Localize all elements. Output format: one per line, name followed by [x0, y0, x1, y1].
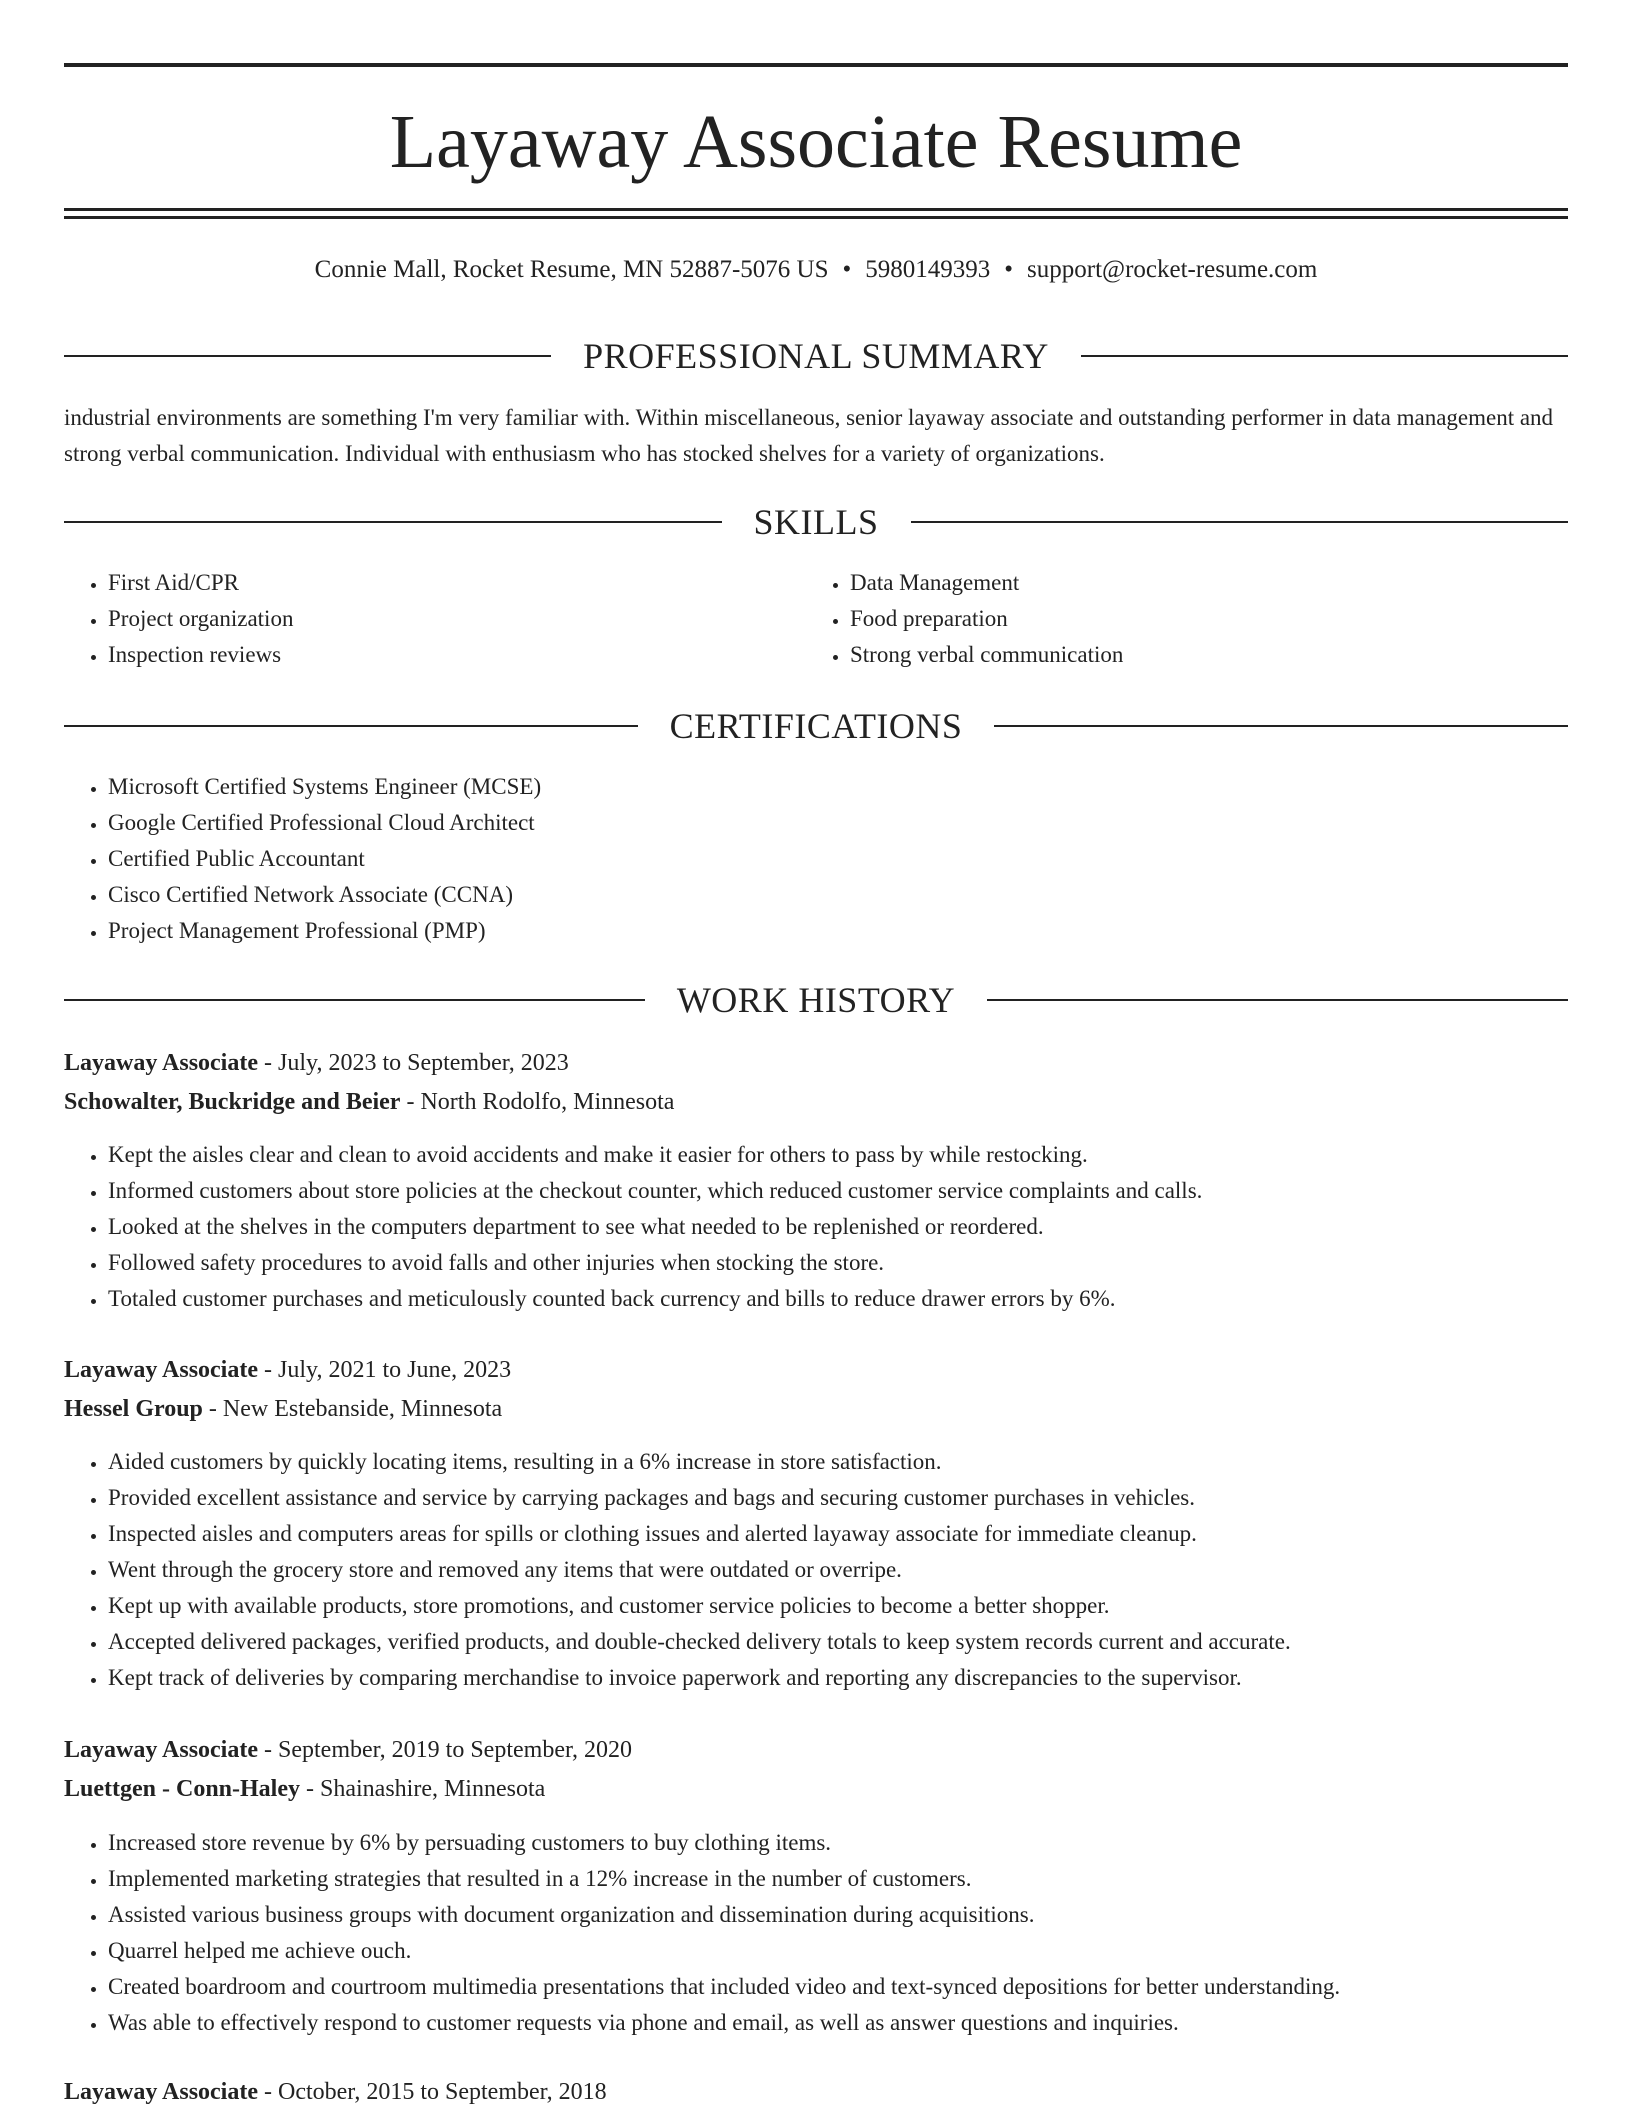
duty-item: • Increased store revenue by 6% by persuading customers to buy clothing items. — [108, 1825, 1340, 1861]
contact-phone: 5980149393 — [865, 256, 991, 283]
section-title: PROFESSIONAL SUMMARY — [583, 336, 1049, 376]
resume-title: Layaway Associate Resume — [389, 100, 1243, 184]
certification-item: • Google Certified Professional Cloud Architect — [108, 805, 541, 841]
duty-item: • Was able to effectively respond to customer requests via phone and email, as well as answer questions and inquiries. — [108, 2005, 1340, 2041]
section-title: SKILLS — [753, 502, 879, 542]
job-title: Layaway Associate — [64, 1737, 258, 1763]
summary-text: industrial environments are something I'm very familiar with. Within miscellaneous, senior layaway associate and outstanding performer in data management and strong verbal communication. Individual with enthusiasm who has stocked shelves for a variety of organizations. — [64, 405, 1554, 466]
section-title: CERTIFICATIONS — [669, 706, 963, 746]
job-dates: - October, 2015 to September, 2018 — [258, 2079, 607, 2105]
section-rule — [64, 355, 551, 357]
skill-item: • Strong verbal communication — [850, 637, 1123, 673]
section-rule — [64, 999, 645, 1001]
section-header-certifications — [64, 701, 1568, 751]
duty-item: • Aided customers by quickly locating items, resulting in a 6% increase in store satisfaction. — [108, 1444, 1291, 1480]
job-company-line — [64, 1390, 502, 1428]
certification-item: • Cisco Certified Network Associate (CCNA) — [108, 877, 541, 913]
duty-item: • Kept up with available products, store promotions, and customer service policies to become a better shopper. — [108, 1588, 1291, 1624]
section-rule — [1081, 355, 1568, 357]
skills-list-right — [806, 565, 1123, 673]
job-dates: - July, 2023 to September, 2023 — [258, 1050, 569, 1076]
section-rule — [64, 725, 638, 727]
duty-item: • Kept track of deliveries by comparing merchandise to invoice paperwork and reporting any discrepancies to the supervisor. — [108, 1660, 1291, 1696]
duty-item: • Went through the grocery store and removed any items that were outdated or overripe. — [108, 1552, 1291, 1588]
certification-item: • Microsoft Certified Systems Engineer (MCSE) — [108, 769, 541, 805]
skill-item: • Inspection reviews — [108, 637, 293, 673]
section-header-skills — [64, 497, 1568, 547]
duty-item: • Implemented marketing strategies that resulted in a 12% increase in the number of customers. — [108, 1861, 1340, 1897]
duty-item: • Accepted delivered packages, verified products, and double-checked delivery totals to keep system records current and accurate. — [108, 1624, 1291, 1660]
job-duties-list — [64, 1825, 1340, 2041]
job-company: Hessel Group — [64, 1396, 203, 1422]
job-dates: - September, 2019 to September, 2020 — [258, 1737, 633, 1763]
job-location: - New Estebanside, Minnesota — [202, 1396, 503, 1422]
job-duties-list — [64, 1444, 1291, 1696]
section-header-summary — [64, 331, 1568, 381]
duty-item: • Looked at the shelves in the computers department to see what needed to be replenished or reordered. — [108, 1209, 1202, 1245]
duty-item: • Provided excellent assistance and service by carrying packages and bags and securing customer purchases in vehicles. — [108, 1480, 1291, 1516]
job-company: Luettgen - Conn-Haley — [64, 1776, 300, 1802]
certifications-list — [64, 769, 541, 949]
skill-item: • Data Management — [850, 565, 1123, 601]
duty-item: • Assisted various business groups with document organization and dissemination during acquisitions. — [108, 1897, 1340, 1933]
contact-line — [64, 252, 1568, 288]
job-company-line — [64, 1083, 674, 1121]
contact-separator: • — [842, 256, 852, 283]
section-title: WORK HISTORY — [676, 980, 956, 1020]
section-rule — [911, 521, 1569, 523]
contact-address: Connie Mall, Rocket Resume, MN 52887-5076 US — [314, 256, 829, 283]
contact-separator: • — [1004, 256, 1014, 283]
certification-item: • Project Management Professional (PMP) — [108, 913, 541, 949]
job-location: - North Rodolfo, Minnesota — [400, 1089, 675, 1115]
duty-item: • Created boardroom and courtroom multimedia presentations that included video and text-synced depositions for better understanding. — [108, 1969, 1340, 2005]
job-dates: - July, 2021 to June, 2023 — [258, 1357, 512, 1383]
duty-item: • Informed customers about store policies at the checkout counter, which reduced customer service complaints and calls. — [108, 1173, 1202, 1209]
section-rule — [994, 725, 1568, 727]
duty-item: • Followed safety procedures to avoid falls and other injuries when stocking the store. — [108, 1245, 1202, 1281]
skill-item: • Food preparation — [850, 601, 1123, 637]
job-title-line — [64, 1731, 632, 1769]
job-duties-list — [64, 1137, 1202, 1317]
contact-email: support@rocket-resume.com — [1027, 256, 1318, 283]
skill-item: • Project organization — [108, 601, 293, 637]
skills-list-left — [64, 565, 293, 673]
section-header-work-history — [64, 975, 1568, 1025]
duty-item: • Inspected aisles and computers areas for spills or clothing issues and alerted layaway associate for immediate cleanup. — [108, 1516, 1291, 1552]
job-location: - Shainashire, Minnesota — [300, 1776, 546, 1802]
job-title-line — [64, 1351, 511, 1389]
job-title: Layaway Associate — [64, 1050, 258, 1076]
job-title: Layaway Associate — [64, 1357, 258, 1383]
duty-item: • Quarrel helped me achieve ouch. — [108, 1933, 1340, 1969]
certification-item: • Certified Public Accountant — [108, 841, 541, 877]
job-title: Layaway Associate — [64, 2079, 258, 2105]
job-company-line — [64, 1770, 545, 1808]
section-rule — [64, 521, 722, 523]
job-title-line — [64, 2073, 607, 2111]
duty-item: • Totaled customer purchases and meticulously counted back currency and bills to reduce drawer errors by 6%. — [108, 1281, 1202, 1317]
duty-item: • Kept the aisles clear and clean to avoid accidents and make it easier for others to pass by while restocking. — [108, 1137, 1202, 1173]
skill-item: • First Aid/CPR — [108, 565, 293, 601]
title-rule-upper — [64, 208, 1568, 211]
title-rule-lower — [64, 216, 1568, 219]
section-rule — [987, 999, 1568, 1001]
top-rule — [64, 63, 1568, 67]
job-company: Schowalter, Buckridge and Beier — [64, 1089, 401, 1115]
job-title-line — [64, 1044, 569, 1082]
